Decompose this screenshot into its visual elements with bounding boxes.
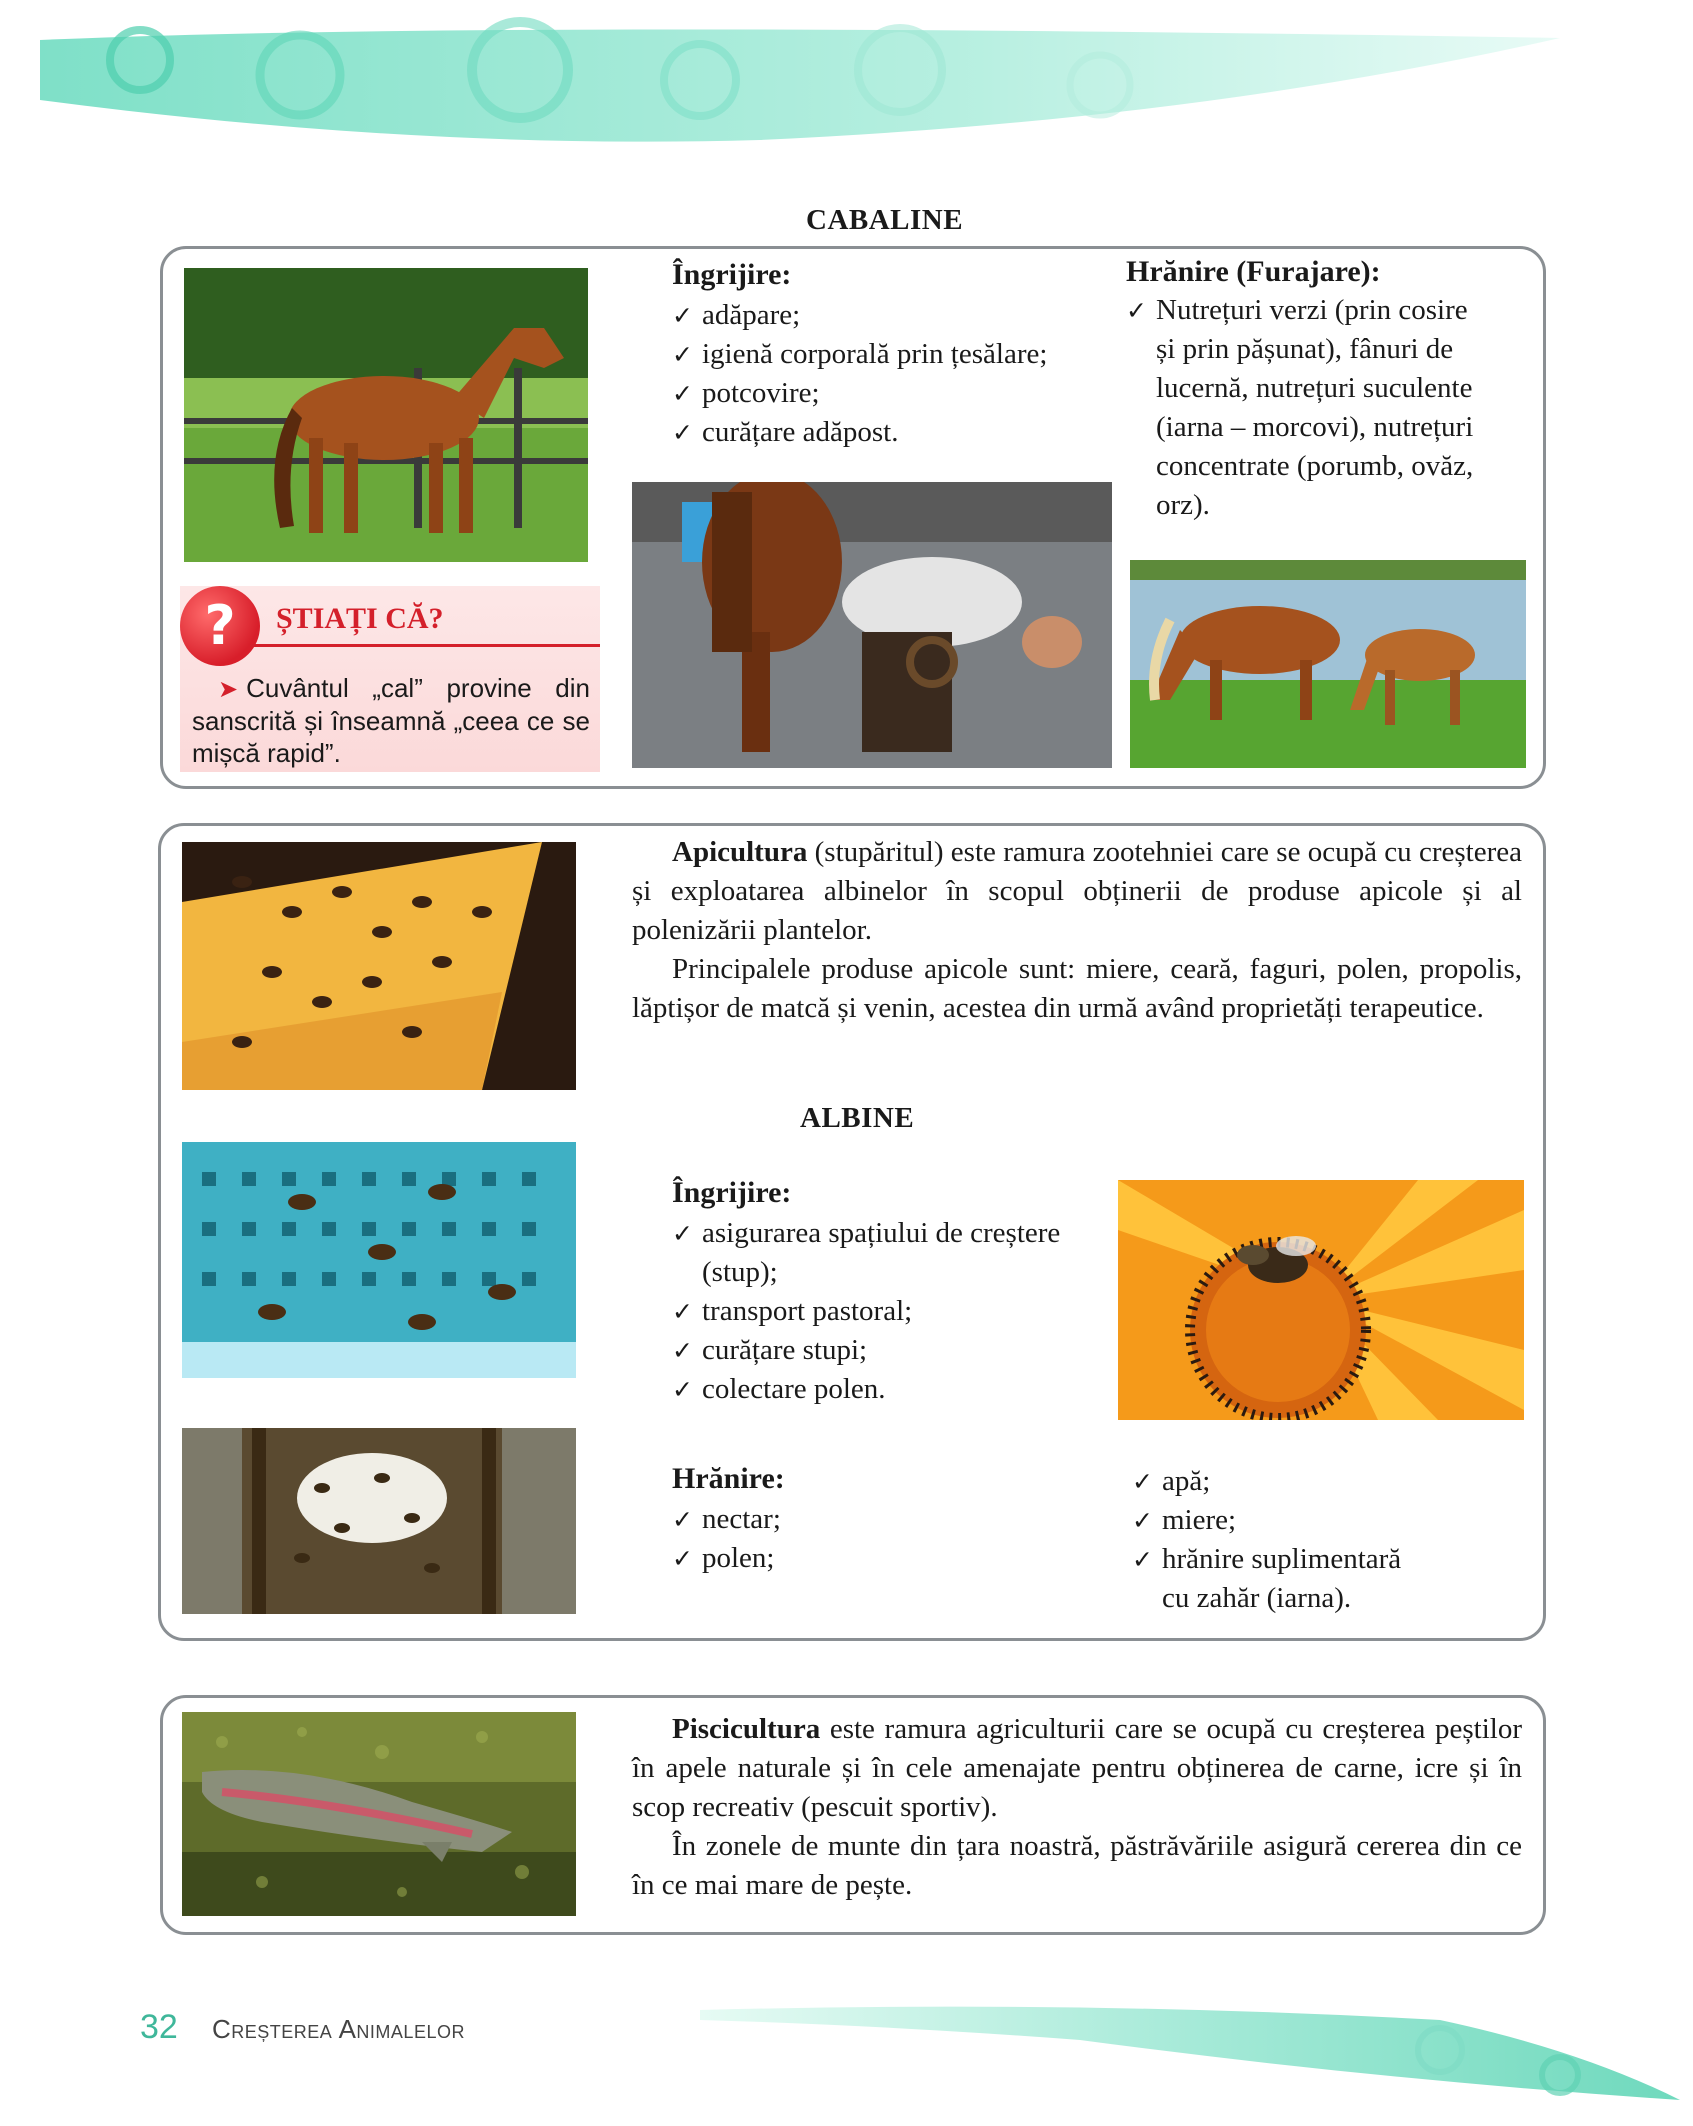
- horses-care-title: Îngrijire:: [672, 258, 792, 291]
- list-item: ✓ apă;: [1132, 1462, 1432, 1501]
- pisciculture-definition: este ramura agriculturii care se ocupă cu creșterea peștilor în apele naturale și în cele amenajate pentru obținerea de carne, icre și în scop recreativ (pescuit sportiv).: [632, 1713, 1522, 1823]
- list-item: [1126, 291, 1536, 525]
- bees-heading: ALBINE: [800, 1102, 915, 1134]
- bees-care-title: Îngrijire:: [672, 1176, 792, 1209]
- pisciculture-mountains: În zonele de munte din țara noastră, păstrăvăriile asigură cererea din ce în ce mai mare de pește.: [632, 1830, 1522, 1901]
- list-item: ✓ potcovire;: [672, 374, 1112, 413]
- feed-line: orz).: [1156, 489, 1210, 521]
- bees-feed-list-right: [1132, 1462, 1432, 1618]
- trout-photo: [182, 1712, 576, 1916]
- horses-care-list: [672, 296, 1112, 452]
- bottom-decorative-banner: [680, 1990, 1693, 2126]
- feed-line: și prin pășunat), fânuri de: [1156, 333, 1454, 365]
- list-item: ✓ asigurarea spațiului de creștere (stup);: [672, 1214, 1112, 1292]
- feed-line: concentrate (porumb, ovăz,: [1156, 450, 1474, 482]
- feed-line: Nutrețuri verzi (prin cosire: [1156, 294, 1468, 326]
- list-item: ✓ curățare stupi;: [672, 1331, 1112, 1370]
- did-you-know-divider: [250, 644, 600, 647]
- list-item: ✓ colectare polen.: [672, 1370, 1112, 1409]
- list-item: ✓ nectar;: [672, 1500, 972, 1539]
- chapter-title: Creșterea Animalelor: [212, 2014, 465, 2044]
- did-you-know-text: Cuvântul „cal” provine din sanscrită și înseamnă „ceea ce se mișcă rapid”.: [192, 673, 590, 768]
- pisciculture-term: Piscicultura: [672, 1713, 821, 1745]
- apiculture-products: Principalele produse apicole sunt: miere, ceară, faguri, polen, propolis, lăptișor de matcă și venin, acestea din urmă având proprietăți terapeutice.: [632, 953, 1522, 1024]
- feed-line: (iarna – morcovi), nutrețuri: [1156, 411, 1474, 443]
- list-item: ✓ polen;: [672, 1539, 972, 1578]
- top-decorative-banner: [0, 0, 1693, 170]
- hive-frame-bees-photo: [182, 1142, 576, 1378]
- question-mark-icon: ?: [180, 586, 260, 666]
- arrow-bullet-icon: ➤: [218, 675, 239, 703]
- list-item: ✓ curățare adăpost.: [672, 413, 1112, 452]
- horses-heading: CABALINE: [806, 204, 964, 236]
- bees-feed-title: Hrănire:: [672, 1462, 785, 1495]
- apiculture-term: Apicultura: [672, 836, 808, 868]
- list-item: ✓ transport pastoral;: [672, 1292, 1112, 1331]
- list-item: ✓ adăpare;: [672, 296, 1112, 335]
- horses-feed-list: [1126, 291, 1536, 525]
- horses-feed-title: Hrănire (Furajare):: [1126, 255, 1381, 288]
- apiculture-intro: [632, 833, 1522, 950]
- pisciculture-intro: [632, 1710, 1522, 1827]
- page-number: 32: [140, 2008, 178, 2046]
- list-item: ✓ hrănire suplimentară cu zahăr (iarna).: [1132, 1540, 1432, 1618]
- did-you-know-title: ȘTIAȚI CĂ?: [276, 602, 444, 635]
- pisciculture-paragraphs: [632, 1710, 1522, 1905]
- list-item: ✓ miere;: [1132, 1501, 1432, 1540]
- did-you-know-text-block: [192, 672, 590, 769]
- bees-care-list: [672, 1214, 1112, 1409]
- feed-line: lucernă, nutrețuri suculente: [1156, 372, 1473, 404]
- bees-feed-list-left: [672, 1500, 972, 1578]
- horse-photo: [184, 268, 588, 562]
- grazing-horses-photo: [1130, 560, 1526, 768]
- did-you-know-box: [180, 586, 600, 772]
- list-item: ✓ igienă corporală prin țesălare;: [672, 335, 1112, 374]
- beehive-sugar-photo: [182, 1428, 576, 1614]
- apiculture-paragraphs: [632, 833, 1522, 1028]
- horseshoeing-photo: [632, 482, 1112, 768]
- honeycomb-bees-photo: [182, 842, 576, 1090]
- apiculture-definition: (stupăritul) este ramura zootehniei care se ocupă cu creșterea și exploatarea albinelor în scopul obținerii de produse apicole și al polenizării plantelor.: [632, 836, 1522, 946]
- bee-on-flower-photo: [1118, 1180, 1524, 1420]
